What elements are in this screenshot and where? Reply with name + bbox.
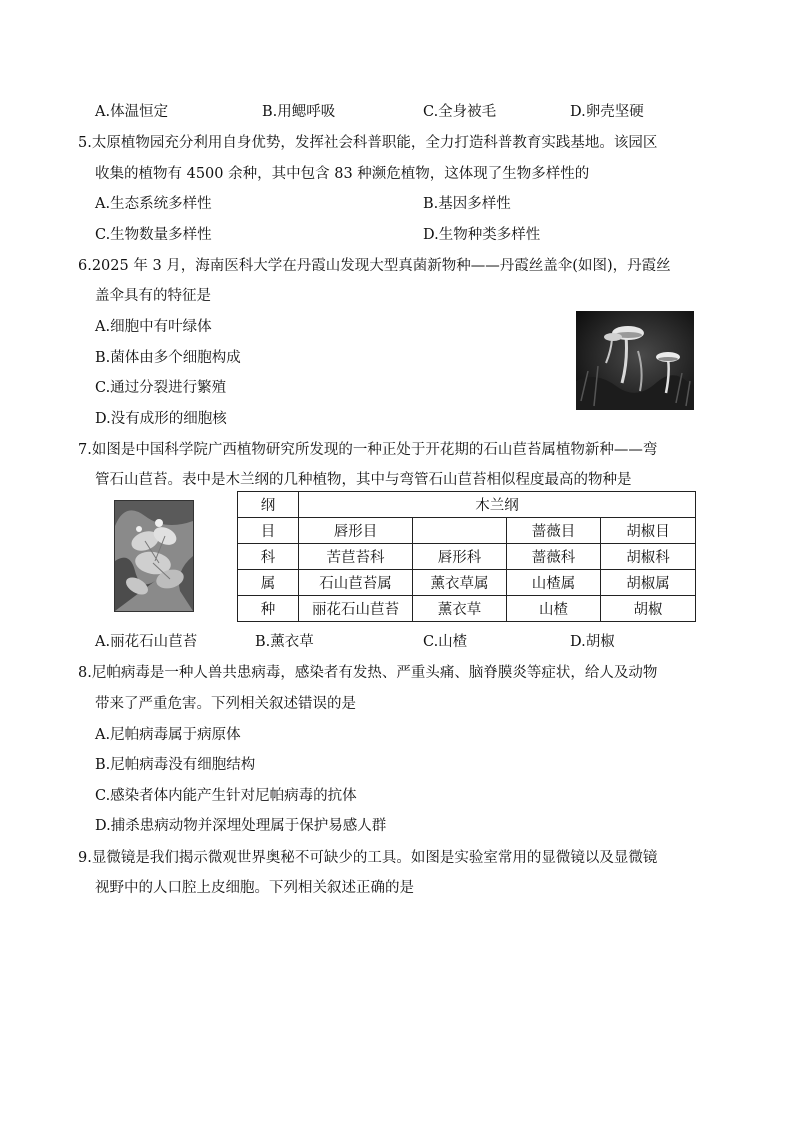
table-cell: 丽花石山苣苔	[299, 596, 413, 622]
q4-option-b[interactable]: B.用鳃呼吸	[262, 104, 336, 120]
plant-photo	[114, 500, 194, 612]
q5-option-b[interactable]: B.基因多样性	[423, 196, 511, 212]
table-row-ke	[238, 544, 696, 570]
q7-option-d[interactable]: D.胡椒	[570, 634, 615, 650]
q4-option-a[interactable]: A.体温恒定	[95, 104, 169, 120]
table-cell: 山楂属	[507, 570, 601, 596]
q5-option-d[interactable]: D.生物种类多样性	[423, 227, 541, 243]
q5-stem-line1: 5.太原植物园充分利用自身优势，发挥社会科普职能，全力打造科普教育实践基地。该园区	[78, 135, 658, 151]
q8-stem-line1: 8.尼帕病毒是一种人兽共患病毒，感染者有发热、严重头痛、脑脊膜炎等症状，给人及动物	[78, 665, 658, 681]
q9-stem-line2: 视野中的人口腔上皮细胞。下列相关叙述正确的是	[95, 880, 414, 896]
q6-stem-line2: 盖伞具有的特征是	[95, 288, 211, 304]
table-cell: 胡椒目	[601, 518, 696, 544]
table-cell: 石山苣苔属	[299, 570, 413, 596]
table-cell: 唇形目	[299, 518, 413, 544]
q8-option-a[interactable]: A.尼帕病毒属于病原体	[95, 727, 241, 743]
table-cell: 目	[238, 518, 299, 544]
q6-option-b[interactable]: B.菌体由多个细胞构成	[95, 350, 241, 366]
table-cell: 胡椒属	[601, 570, 696, 596]
q6-stem-line1: 6.2025 年 3 月，海南医科大学在丹霞山发现大型真菌新物种——丹霞丝盖伞(如图)，丹霞丝	[78, 258, 671, 274]
table-cell: 苦苣苔科	[299, 544, 413, 570]
table-cell: 蔷薇科	[507, 544, 601, 570]
table-row-zhong	[238, 596, 696, 622]
table-cell: 薰衣草属	[413, 570, 507, 596]
table-row-mu	[238, 518, 696, 544]
table-cell: 薰衣草	[413, 596, 507, 622]
q5-option-c[interactable]: C.生物数量多样性	[95, 227, 212, 243]
table-cell: 山楂	[507, 596, 601, 622]
q7-stem-line2: 管石山苣苔。表中是木兰纲的几种植物，其中与弯管石山苣苔相似程度最高的物种是	[95, 472, 632, 488]
q8-option-d[interactable]: D.捕杀患病动物并深埋处理属于保护易感人群	[95, 818, 387, 834]
table-cell: 蔷薇目	[507, 518, 601, 544]
table-cell: 种	[238, 596, 299, 622]
table-cell: 胡椒	[601, 596, 696, 622]
q5-option-a[interactable]: A.生态系统多样性	[95, 196, 212, 212]
q6-option-d[interactable]: D.没有成形的细胞核	[95, 411, 227, 427]
q7-option-c[interactable]: C.山楂	[423, 634, 468, 650]
q7-option-a[interactable]: A.丽花石山苣苔	[95, 634, 198, 650]
q6-option-a[interactable]: A.细胞中有叶绿体	[95, 319, 212, 335]
table-row-shu	[238, 570, 696, 596]
table-row-gang	[238, 492, 696, 518]
table-cell: 纲	[238, 492, 299, 518]
table-cell: 科	[238, 544, 299, 570]
table-cell: 唇形科	[413, 544, 507, 570]
classification-table	[237, 491, 696, 622]
q5-stem-line2: 收集的植物有 4500 余种，其中包含 83 种濒危植物，这体现了生物多样性的	[95, 166, 590, 182]
q4-option-c[interactable]: C.全身被毛	[423, 104, 497, 120]
q8-stem-line2: 带来了严重危害。下列相关叙述错误的是	[95, 696, 356, 712]
table-cell: 胡椒科	[601, 544, 696, 570]
q8-option-b[interactable]: B.尼帕病毒没有细胞结构	[95, 757, 256, 773]
q4-option-d[interactable]: D.卵壳坚硬	[570, 104, 644, 120]
table-cell	[413, 518, 507, 544]
q6-option-c[interactable]: C.通过分裂进行繁殖	[95, 380, 227, 396]
q7-option-b[interactable]: B.薰衣草	[255, 634, 314, 650]
q8-option-c[interactable]: C.感染者体内能产生针对尼帕病毒的抗体	[95, 788, 357, 804]
mushroom-photo	[576, 311, 694, 410]
table-cell: 属	[238, 570, 299, 596]
q7-stem-line1: 7.如图是中国科学院广西植物研究所发现的一种正处于开花期的石山苣苔属植物新种——弯	[78, 442, 658, 458]
q9-stem-line1: 9.显微镜是我们揭示微观世界奥秘不可缺少的工具。如图是实验室常用的显微镜以及显微镜	[78, 850, 658, 866]
table-cell: 木兰纲	[299, 492, 696, 518]
